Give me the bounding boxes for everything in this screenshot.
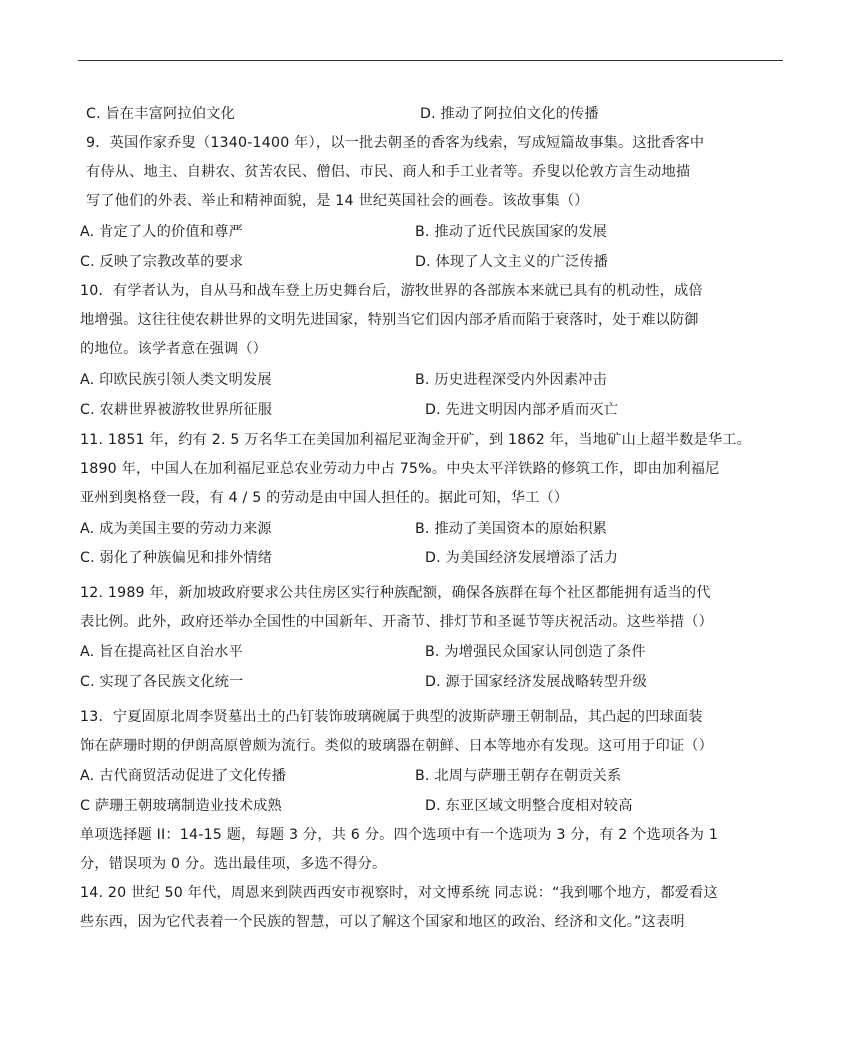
q9-stem-line-1: 9．英国作家乔叟（1340-1400 年），以一批去朝圣的香客为线索，写成短篇故事集。这批香客中 xyxy=(86,135,705,151)
q14-stem-line-1: 14. 20 世纪 50 年代，周恩来到陕西西安市视察时，对文博系统 同志说：“我到哪个地方，都爱看这 xyxy=(80,885,718,901)
q9-stem-line-3: 写了他们的外表、举止和精神面貌，是 14 世纪英国社会的画卷。该故事集（） xyxy=(86,193,589,209)
q12-option-a: A. 旨在提高社区自治水平 xyxy=(80,644,243,660)
q8-option-d: D. 推动了阿拉伯文化的传播 xyxy=(420,106,599,122)
q10-stem-line-3: 的地位。该学者意在强调（） xyxy=(80,341,268,357)
q11-stem-line-2: 1890 年，中国人在加利福尼亚总农业劳动力中占 75%。中央太平洋铁路的修筑工作，即由加利福尼 xyxy=(80,461,720,477)
q9-option-a: A. 肯定了人的价值和尊严 xyxy=(80,224,243,240)
q9-option-d: D. 体现了人文主义的广泛传播 xyxy=(415,254,609,270)
q13-option-d: D. 东亚区域文明整合度相对较高 xyxy=(425,798,633,814)
q10-option-d: D. 先进文明因内部矛盾而灭亡 xyxy=(425,402,619,418)
q11-stem-line-3: 亚州到奥格登一段，有 4 / 5 的劳动是由中国人担任的。据此可知，华工（） xyxy=(80,490,569,506)
q12-option-d: D. 源于国家经济发展战略转型升级 xyxy=(425,674,647,690)
q13-stem-line-2: 饰在萨珊时期的伊朗高原曾颇为流行。类似的玻璃器在朝鲜、日本等地亦有发现。这可用于印证（） xyxy=(80,738,714,754)
q12-stem-line-1: 12. 1989 年，新加坡政府要求公共住房区实行种族配额，确保各族群在每个社区都能拥有适当的代 xyxy=(80,585,711,601)
q9-option-c: C. 反映了宗教改革的要求 xyxy=(80,254,244,270)
q13-option-c: C 萨珊王朝玻璃制造业技术成熟 xyxy=(80,798,282,814)
q10-stem-line-1: 10．有学者认为，自从马和战车登上历史舞台后，游牧世界的各部族本来就已具有的机动性，成倍 xyxy=(80,283,703,299)
q13-option-a: A. 古代商贸活动促进了文化传播 xyxy=(80,768,287,784)
q10-option-a: A. 印欧民族引领人类文明发展 xyxy=(80,372,272,388)
q14-stem-line-2: 些东西，因为它代表着一个民族的智慧，可以了解这个国家和地区的政治、经济和文化。”这表明 xyxy=(80,914,685,930)
q10-option-c: C. 农耕世界被游牧世界所征服 xyxy=(80,402,273,418)
q11-option-b: B. 推动了美国资本的原始积累 xyxy=(415,521,608,537)
section2-instruction-line-1: 单项选择题 II：14-15 题，每题 3 分，共 6 分。四个选项中有一个选项为 3 分，有 2 个选项各为 1 xyxy=(80,827,719,843)
q10-stem-line-2: 地增强。这往往使农耕世界的文明先进国家，特别当它们因内部矛盾而陷于衰落时，处于难以防御 xyxy=(80,312,699,328)
q8-option-c: C. 旨在丰富阿拉伯文化 xyxy=(86,106,236,122)
q11-option-d: D. 为美国经济发展增添了活力 xyxy=(425,550,619,566)
q11-option-a: A. 成为美国主要的劳动力来源 xyxy=(80,521,272,537)
q13-option-b: B. 北周与萨珊王朝存在朝贡关系 xyxy=(415,768,622,784)
q12-stem-line-2: 表比例。此外，政府还举办全国性的中国新年、开斋节、排灯节和圣诞节等庆祝活动。这些举措（） xyxy=(80,614,714,630)
q12-option-b: B. 为增强民众国家认同创造了条件 xyxy=(425,644,646,660)
q11-option-c: C. 弱化了种族偏见和排外情绪 xyxy=(80,550,273,566)
section2-instruction-line-2: 分，错误项为 0 分。选出最佳项，多选不得分。 xyxy=(80,856,387,872)
q11-stem-line-1: 11. 1851 年，约有 2. 5 万名华工在美国加利福尼亚淘金开矿，到 1862 年，当地矿山上超半数是华工。 xyxy=(80,432,752,448)
q9-option-b: B. 推动了近代民族国家的发展 xyxy=(415,224,608,240)
q10-option-b: B. 历史进程深受内外因素冲击 xyxy=(415,372,608,388)
q13-stem-line-1: 13．宁夏固原北周李贤墓出土的凸钉装饰玻璃碗属于典型的波斯萨珊王朝制品，其凸起的凹球面装 xyxy=(80,709,703,725)
q9-stem-line-2: 有侍从、地主、自耕农、贫苦农民、僧侣、市民、商人和手工业者等。乔叟以伦敦方言生动地描 xyxy=(86,164,691,180)
q12-option-c: C. 实现了各民族文化统一 xyxy=(80,674,244,690)
header-rule xyxy=(78,60,783,61)
